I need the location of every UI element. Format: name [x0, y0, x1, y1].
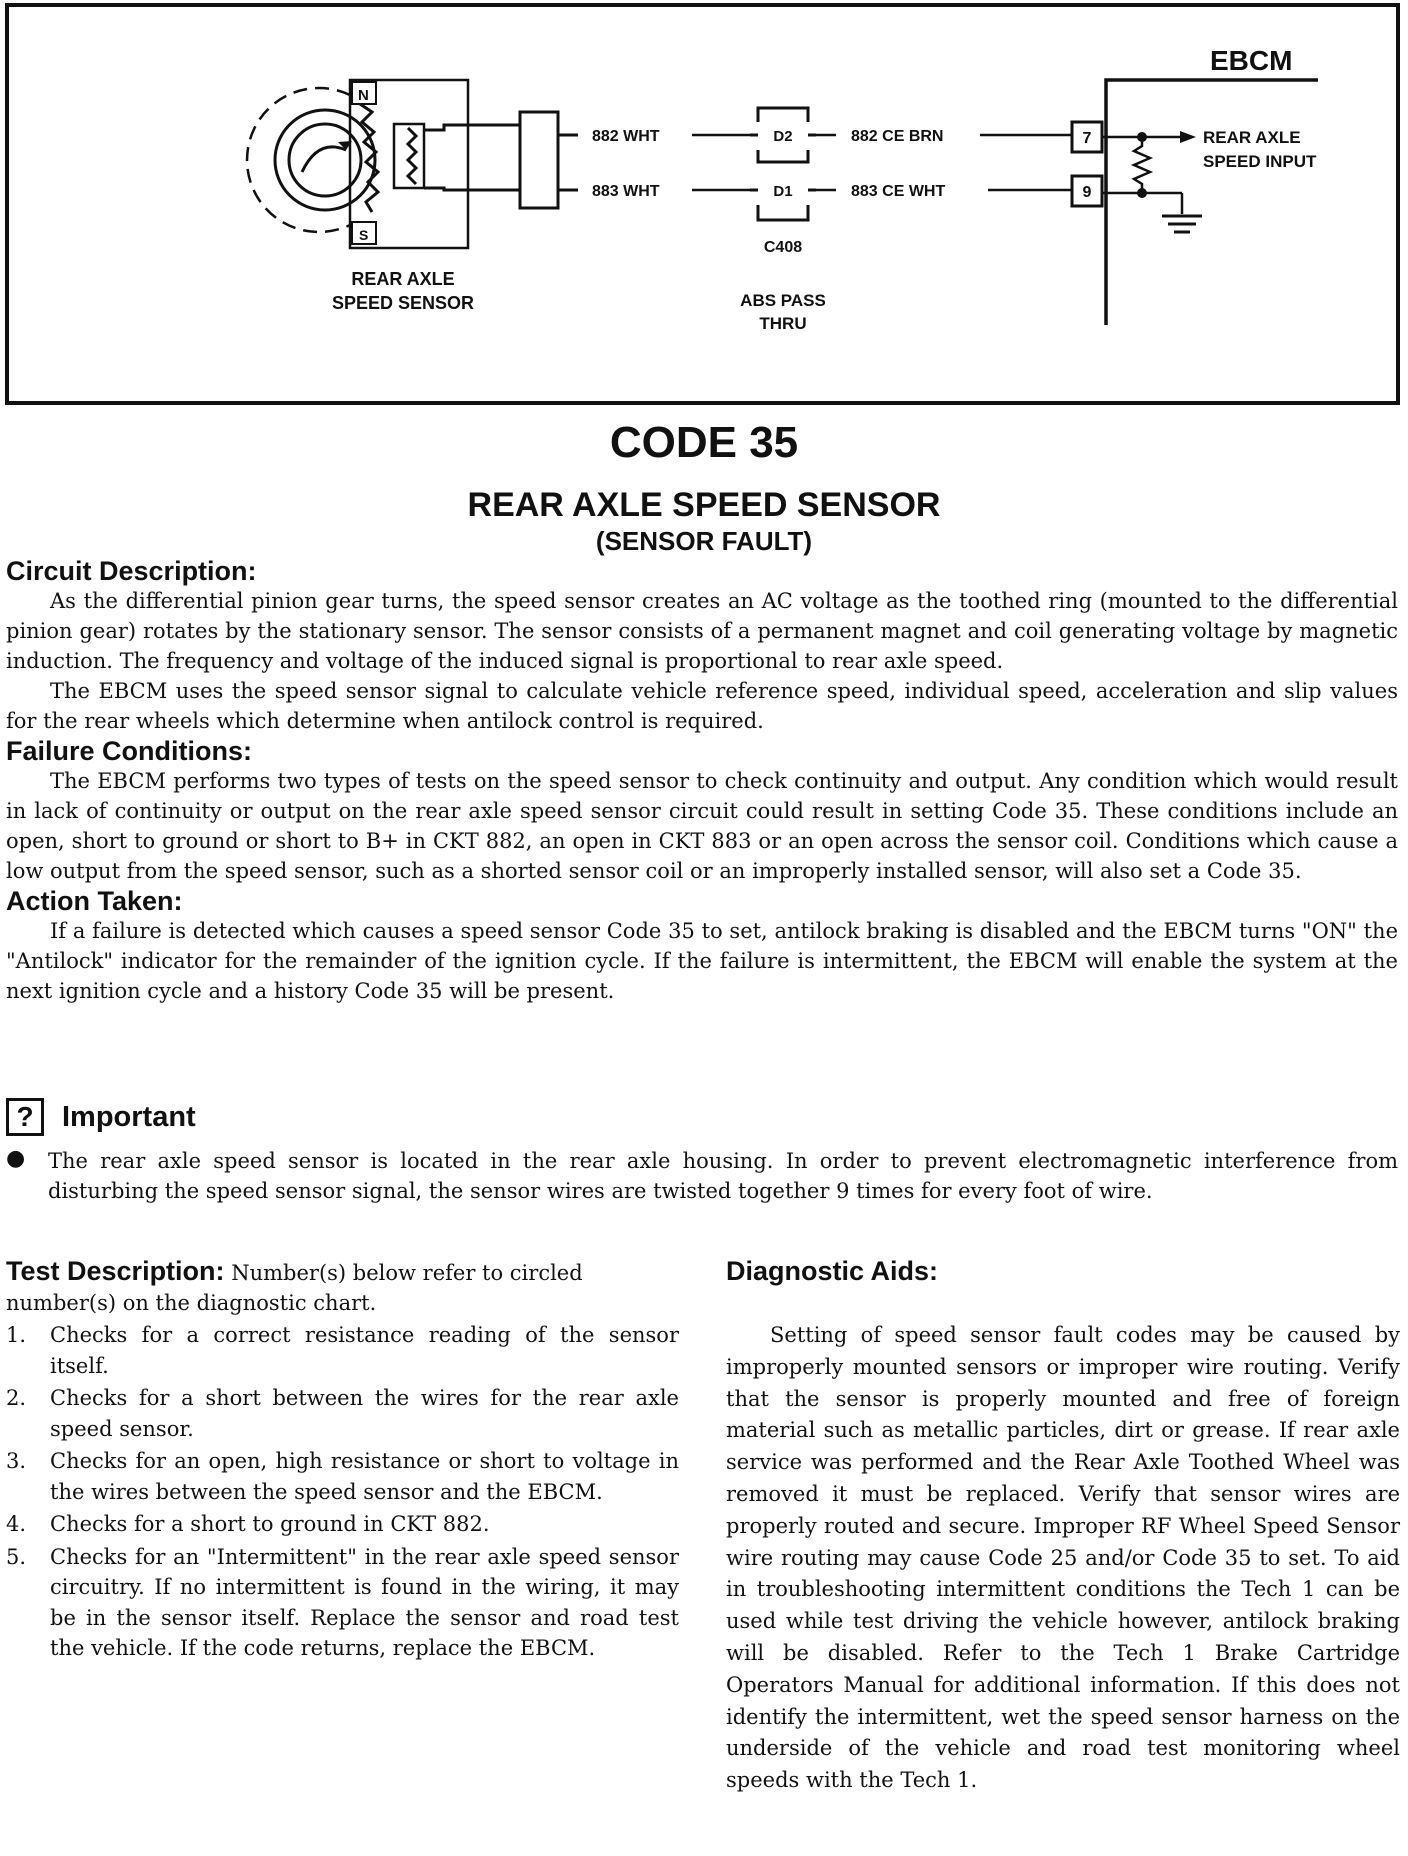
pin-s-label: S: [359, 227, 369, 243]
action-taken-heading: Action Taken:: [6, 886, 183, 916]
c408-d1-bracket: [758, 205, 808, 220]
code-title: CODE 35: [609, 418, 799, 467]
test-item-text: Checks for an open, high resistance or short to voltage in the wires between the speed sensor and the EBCM.: [50, 1449, 679, 1504]
circuit-description-p2: The EBCM uses the speed sensor signal to calculate vehicle reference speed, individual speed, acceleration and slip values for the rear wheels which determine when antilock control is required.: [6, 679, 1398, 733]
sensor-fault-subtitle: (SENSOR FAULT): [595, 526, 813, 556]
ground-symbol: [1162, 216, 1202, 232]
diagnostic-aids-heading: Diagnostic Aids:: [726, 1256, 939, 1286]
ebcm-resistor: [1134, 137, 1150, 193]
main-description: [6, 556, 1398, 1006]
test-item-text: Checks for an "Intermittent" in the rear axle speed sensor circuitry. If no intermittent is found in the wiring, it may be in the sensor itself. Replace the sensor and road test the vehicle. If the code returns, replace the EBCM.: [50, 1544, 679, 1660]
test-item-number: 3.: [6, 1449, 27, 1473]
action-taken-section: [6, 886, 1398, 1006]
pin-n-label: N: [358, 87, 369, 104]
test-item-number: 4.: [6, 1512, 27, 1536]
test-description-heading: Test Description:: [6, 1256, 225, 1286]
test-item: [6, 1509, 679, 1540]
test-item: [6, 1446, 679, 1507]
test-description-intro: [6, 1256, 679, 1318]
failure-conditions-p1: The EBCM performs two types of tests on the speed sensor to check continuity and output. Any condition which would result in lack of continuity or output on the rear axle speed sensor circuit could result in setting Code 35. These conditions include an open, short to ground or short to B+ in CKT 882, an open in CKT 883 or an open across the sensor coil. Conditions which cause a low output from the speed sensor, such as a shorted sensor coil or an improperly installed sensor, will also set a Code 35.: [6, 769, 1398, 883]
test-item-number: 5.: [6, 1544, 27, 1569]
ebcm-label: EBCM: [1210, 45, 1293, 76]
connector-id-label: C408: [763, 239, 803, 256]
c408-d2-bracket: [758, 108, 808, 122]
sensor-title: REAR AXLE SPEED SENSOR: [467, 486, 941, 524]
sensor-connector: [520, 112, 558, 208]
abs-pass-line2: THRU: [759, 314, 807, 333]
ebcm-boundary: [1106, 80, 1318, 325]
abs-pass-line1: ABS PASS: [740, 291, 826, 310]
test-item: [6, 1542, 679, 1664]
important-bullet-text: The rear axle speed sensor is located in the rear axle housing. In order to prevent electromagnetic interference from disturbing the speed sensor signal, the sensor wires are twisted together 9 times for every foot of wire.: [48, 1149, 1398, 1203]
important-heading: Important: [62, 1100, 196, 1133]
input-label-line1: REAR AXLE: [1203, 128, 1301, 147]
diagnostic-aids-section: [726, 1256, 1400, 1797]
failure-conditions-heading: Failure Conditions:: [6, 736, 252, 766]
test-item-text: Checks for a short to ground in CKT 882.: [50, 1512, 490, 1536]
circuit-description-p1: As the differential pinion gear turns, the speed sensor creates an AC voltage as the toothed ring (mounted to the differential pinion gear) rotates by the stationary sensor. The sensor consists of a permanent magnet and coil generating voltage by magnetic induction. The frequency and voltage of the induced signal is proportional to rear axle speed.: [6, 589, 1398, 673]
important-section: [6, 1098, 1398, 1206]
test-description-section: [6, 1256, 679, 1666]
circuit-description-section: [6, 556, 1398, 736]
pin-7-label: 7: [1082, 130, 1092, 147]
wire-882-right-label: 882 CE BRN: [851, 128, 944, 145]
sensor-label-line1: REAR AXLE: [351, 269, 455, 289]
test-item-number: 1.: [6, 1323, 27, 1347]
test-list: [6, 1320, 679, 1664]
wire-882-left-label: 882 WHT: [592, 128, 660, 145]
junction-lower: [1137, 188, 1147, 198]
test-description-intro-text: Number(s) below refer to circled number(s) on the diagnostic chart.: [6, 1261, 583, 1315]
sensor-coil: [408, 128, 416, 184]
circuit-description-heading: Circuit Description:: [6, 556, 257, 586]
wire-883-left-label: 883 WHT: [592, 183, 660, 200]
speed-sensor-symbol: [247, 80, 540, 248]
important-header: [6, 1098, 1398, 1136]
speed-input-arrow: [1180, 131, 1196, 143]
test-item-number: 2.: [6, 1386, 27, 1410]
test-item: [6, 1383, 679, 1444]
test-item-text: Checks for a short between the wires for the rear axle speed sensor.: [50, 1386, 679, 1441]
action-taken-p1: If a failure is detected which causes a speed sensor Code 35 to set, antilock braking is disabled and the EBCM turns "ON" the "Antilock" indicator for the remainder of the ignition cycle. If the failure is intermittent, the EBCM will enable the system at the next ignition cycle and a history Code 35 will be present.: [6, 919, 1398, 1003]
wire-883-right-label: 883 CE WHT: [851, 183, 946, 200]
diagram-frame: [7, 5, 1398, 403]
connector-d2-label: D2: [773, 128, 793, 145]
bullet-dot-icon: ●: [6, 1146, 26, 1171]
c408-connector: [750, 108, 816, 220]
test-item: [6, 1320, 679, 1381]
test-item-text: Checks for a correct resistance reading of the sensor itself.: [50, 1323, 679, 1378]
c408-mid-bracket: [758, 150, 808, 162]
important-icon: ?: [6, 1098, 44, 1136]
failure-conditions-section: [6, 736, 1398, 886]
diagnostic-aids-text: Setting of speed sensor fault codes may be caused by improperly mounted sensors or improper wire routing. Verify that the sensor is properly mounted and free of foreign material such as metallic particles, dirt or grease. If rear axle service was performed and the Rear Axle Toothed Wheel was removed it must be replaced. Verify that sensor wires are properly routed and secure. Improper RF Wheel Speed Sensor wire routing may cause Code 25 and/or Code 35 to set. To aid in troubleshooting intermittent conditions the Tech 1 can be used while test driving the vehicle however, antilock braking will be disabled. Refer to the Tech 1 Brake Cartridge Operators Manual for additional information. If this does not identify the intermittent, wet the speed sensor harness on the underside of the vehicle and road test monitoring wheel speeds with the Tech 1.: [726, 1323, 1400, 1793]
input-label-line2: SPEED INPUT: [1203, 152, 1317, 171]
connector-d1-label: D1: [773, 183, 793, 200]
wiring-diagram: [0, 0, 1408, 410]
pin-9-label: 9: [1082, 184, 1092, 201]
rotation-arrow: [302, 147, 346, 172]
sensor-label-line2: SPEED SENSOR: [331, 293, 475, 313]
important-bullet: [6, 1146, 1398, 1206]
